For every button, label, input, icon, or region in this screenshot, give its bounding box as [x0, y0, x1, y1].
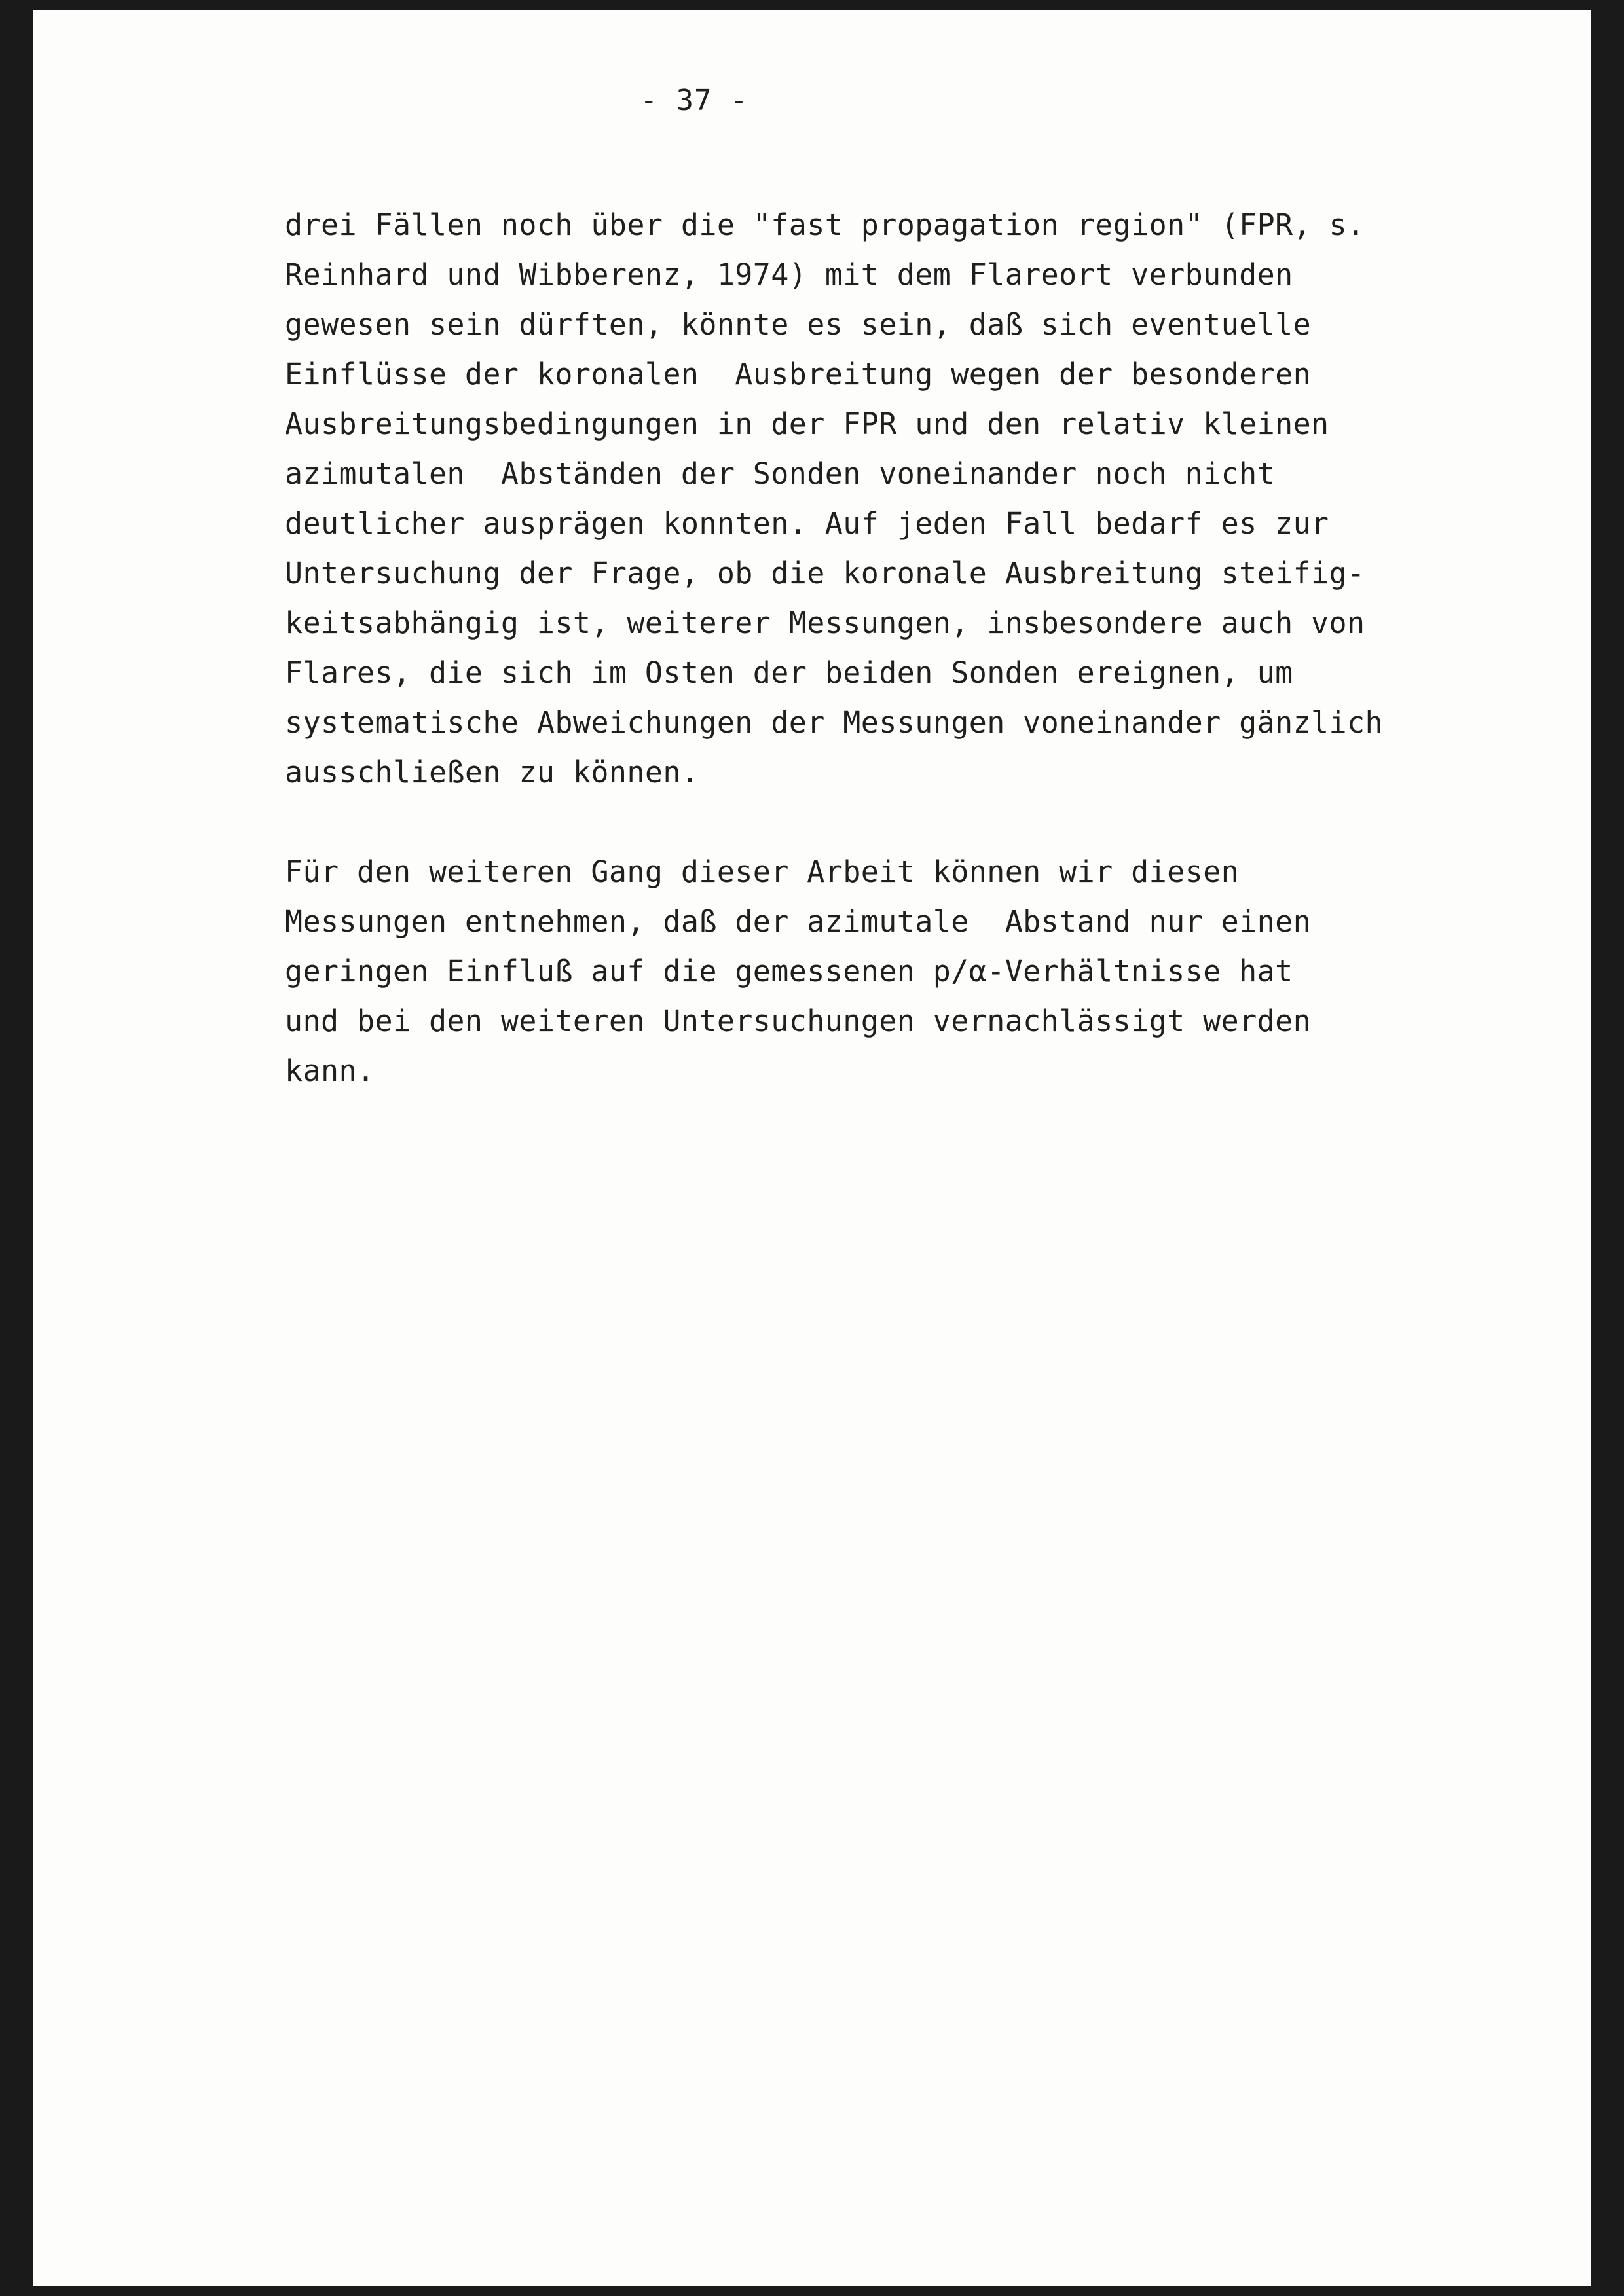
- text-line: keitsabhängig ist, weiterer Messungen, insbesondere auch von: [285, 606, 1365, 640]
- text-line: drei Fällen noch über die "fast propagation region" (FPR, s.: [285, 208, 1365, 242]
- text-line: Ausbreitungsbedingungen in der FPR und den relativ kleinen: [285, 407, 1329, 441]
- text-line: ausschließen zu können.: [285, 755, 699, 790]
- text-line: Flares, die sich im Osten der beiden Sonden ereignen, um: [285, 655, 1293, 690]
- text-line: gewesen sein dürften, könnte es sein, daß sich eventuelle: [285, 307, 1312, 342]
- text-line: geringen Einfluß auf die gemessenen p/α-Verhältnisse hat: [285, 954, 1293, 989]
- text-line: Einflüsse der koronalen Ausbreitung wegen der besonderen: [285, 357, 1312, 392]
- paragraph-2: [285, 847, 1398, 1096]
- text-line: und bei den weiteren Untersuchungen vernachlässigt werden: [285, 1004, 1312, 1038]
- text-line: Untersuchung der Frage, ob die koronale Ausbreitung steifig-: [285, 556, 1365, 591]
- text-line: Für den weiteren Gang dieser Arbeit können wir diesen: [285, 854, 1240, 889]
- paragraph-1: [285, 200, 1398, 797]
- text-line: Reinhard und Wibberenz, 1974) mit dem Flareort verbunden: [285, 257, 1293, 292]
- text-line: deutlicher ausprägen konnten. Auf jeden Fall bedarf es zur: [285, 506, 1329, 541]
- text-line: Messungen entnehmen, daß der azimutale Abstand nur einen: [285, 904, 1312, 939]
- text-line: kann.: [285, 1053, 375, 1088]
- document-page: [33, 10, 1591, 2286]
- text-line: systematische Abweichungen der Messungen voneinander gänzlich: [285, 705, 1384, 740]
- page-number: - 37 -: [640, 84, 748, 117]
- text-line: azimutalen Abständen der Sonden voneinander noch nicht: [285, 456, 1276, 491]
